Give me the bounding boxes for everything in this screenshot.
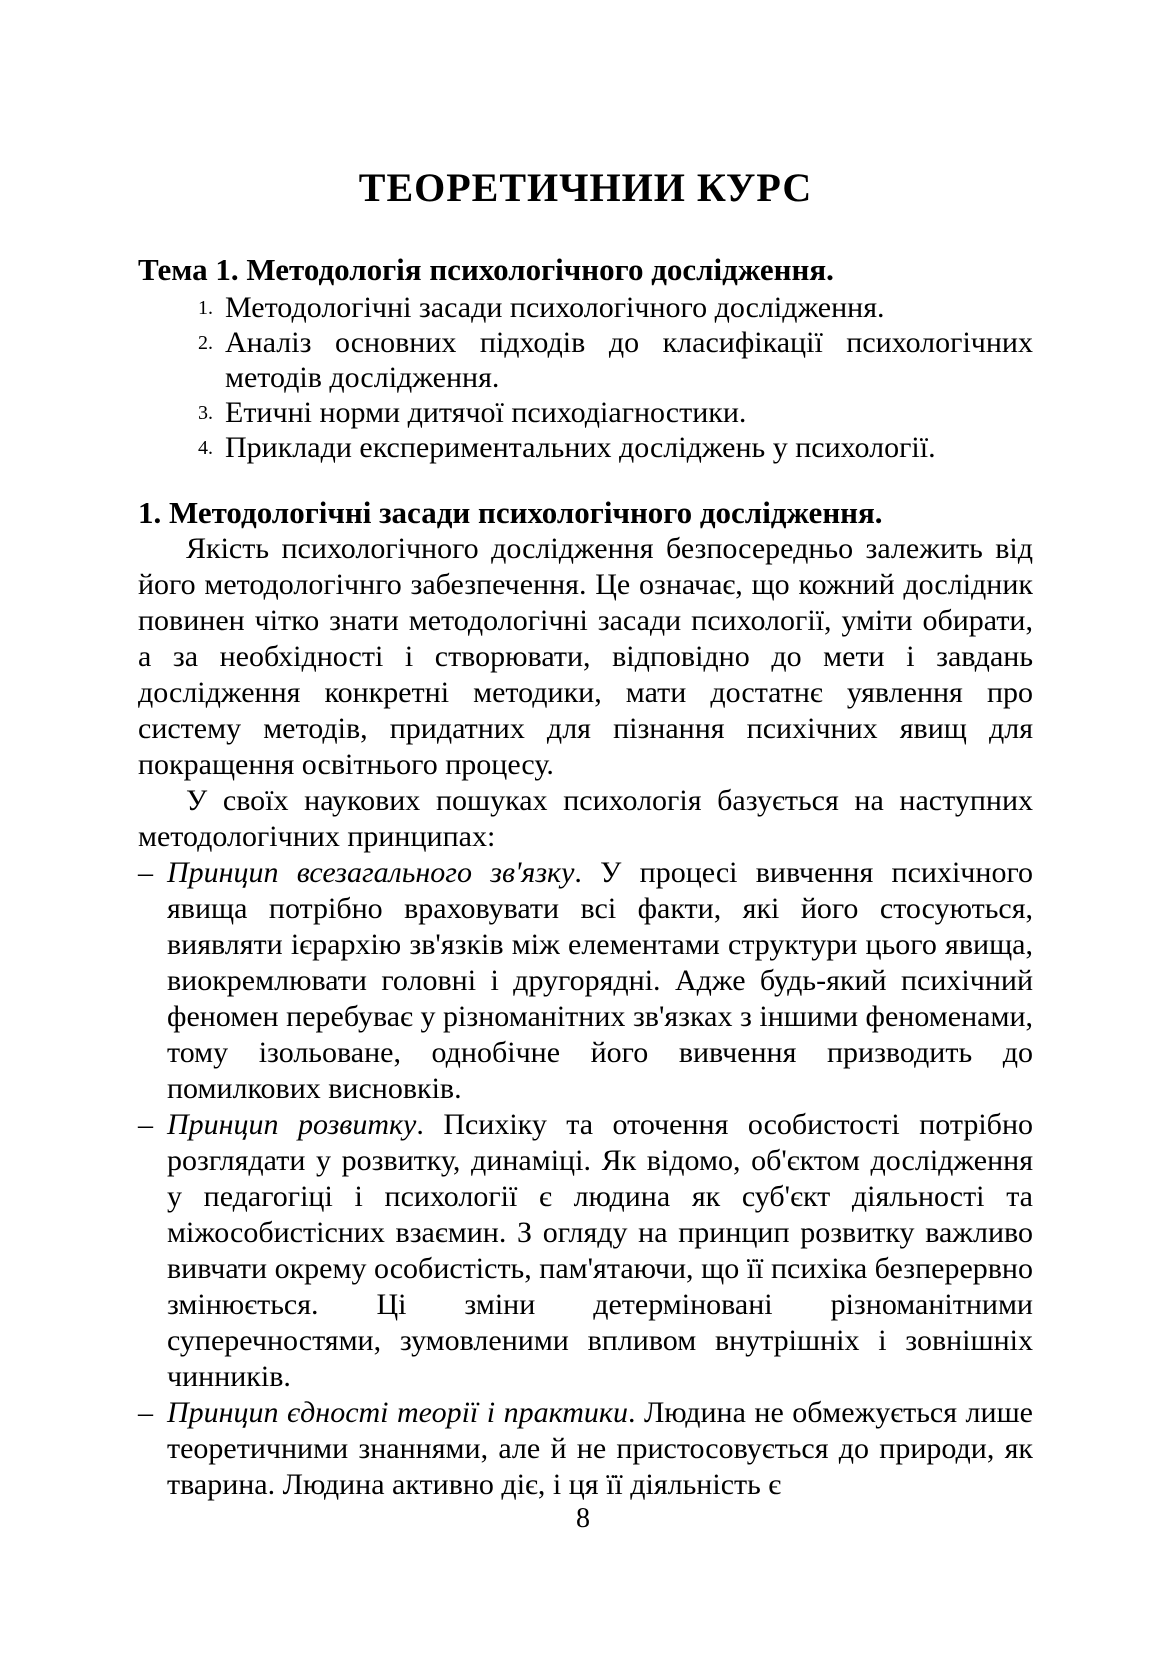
topic-list-item <box>138 395 1033 430</box>
topic-item-text: Методологічні засади психологічного дослідження. <box>225 291 885 324</box>
principle-item-theory-practice-unity <box>138 1395 1033 1503</box>
principle-item-development <box>138 1107 1033 1395</box>
topic-item-number: 2. <box>198 332 213 354</box>
dash-marker: – <box>138 1396 153 1429</box>
topic-heading: Тема 1. Методологія психологічного дослідження. <box>138 252 834 287</box>
topic-item-number: 4. <box>198 437 213 459</box>
principle-name: Принцип розвитку <box>167 1108 417 1141</box>
topic-item-number: 3. <box>198 402 213 424</box>
page-number: 8 <box>576 1503 590 1534</box>
topic-item-text: Аналіз основних підходів до класифікації психологічних методів дослідження. <box>225 326 1033 394</box>
topic-item-text: Етичні норми дитячої психодіагностики. <box>225 396 747 429</box>
section-heading: 1. Методологічні засади психологічного дослідження. <box>138 495 883 530</box>
principle-name: Принцип єдності теорії і практики <box>167 1396 628 1429</box>
topic-list-item <box>138 290 1033 325</box>
paragraph-principles-intro: У своїх наукових пошуках психологія базується на наступних методологічних принципах: <box>138 784 1033 853</box>
principle-name: Принцип всезагального зв'язку <box>167 856 575 889</box>
topic-list-item <box>138 325 1033 395</box>
principle-text: . У процесі вивчення психічного явища потрібно враховувати всі факти, які його стосуються, виявляти ієрархію зв'язків між елементами структури цього явища, виокремлювати головні і другорядні. Адже будь-який психічний феномен перебуває у різноманітних зв'язках з іншими феноменами, тому ізольоване, однобічне його вивчення призводить до помилкових висновків. <box>167 856 1034 1105</box>
principle-item-universal-connection <box>138 855 1033 1107</box>
document-title: ТЕОРЕТИЧНИИ КУРС <box>358 165 813 210</box>
dash-marker: – <box>138 1108 153 1141</box>
paragraph-quality: Якість психологічного дослідження безпосередньо залежить від його методологічнго забезпечення. Це означає, що кожний дослідник повинен чітко знати методологічні засади психології, уміти обирати, а за необхідності і створювати, відповідно до мети і завдань дослідження конкретні методики, мати достатнє уявлення про систему методів, придатних для пізнання психічних явищ для покращення освітнього процесу. <box>138 532 1033 781</box>
principle-text: . Людина не обмежується лише теоретичними знаннями, але й не пристосовується до природи, як тварина. Людина активно діє, і ця її діяльність є <box>167 1396 1033 1501</box>
topic-list <box>138 290 1033 465</box>
topic-item-number: 1. <box>198 297 213 319</box>
topic-list-item <box>138 430 1033 465</box>
topic-item-text: Приклади експериментальних досліджень у психології. <box>225 431 936 464</box>
principle-text: . Психіку та оточення особистості потрібно розглядати у розвитку, динаміці. Як відомо, об'єктом дослідження у педагогіці і психології є людина як суб'єкт діяльності та міжособистісних взаємин. З огляду на принцип розвитку важливо вивчати окрему особистість, пам'ятаючи, що її психіка безперервно змінюється. Ці зміни детерміновані різноманітними суперечностями, зумовленими впливом внутрішніх і зовнішніх чинників. <box>167 1108 1033 1393</box>
dash-marker: – <box>138 856 153 889</box>
